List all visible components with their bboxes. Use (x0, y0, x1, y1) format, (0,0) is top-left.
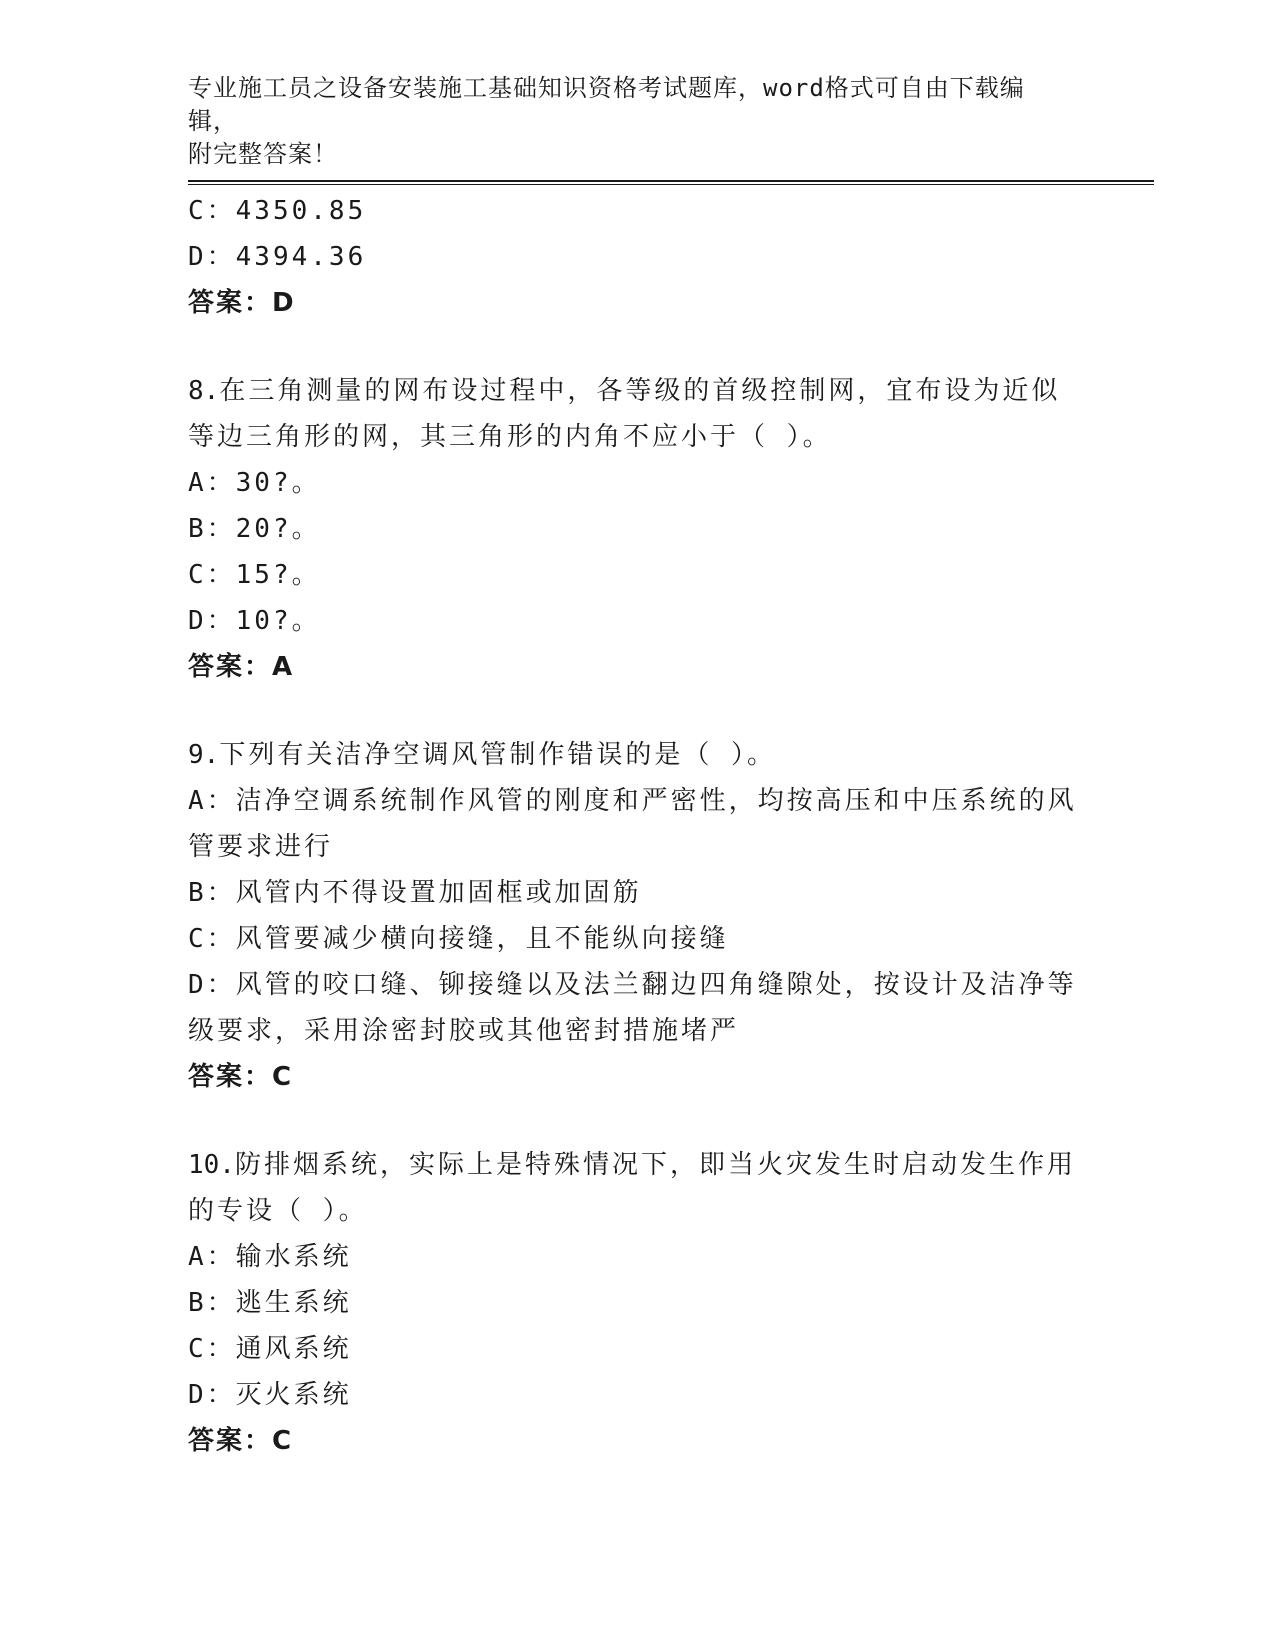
question-stem: 防排烟系统，实际上是特殊情况下，即当火灾发生时启动发生作用 (234, 1150, 1076, 1180)
question-stem-line-1 (188, 732, 1088, 778)
option-b: B：20?。 (188, 514, 321, 544)
document-header (188, 72, 1068, 171)
question-number: 8. (188, 376, 220, 406)
question-8 (188, 368, 1088, 690)
option-d: D：风管的咬口缝、铆接缝以及法兰翻边四角缝隙处，按设计及洁净等 (188, 970, 1077, 1000)
question-9 (188, 732, 1088, 1100)
question-number: 10. (188, 1150, 235, 1180)
question-number: 9. (188, 740, 220, 770)
question-stem-line-2: 的专设（ ）。 (188, 1196, 368, 1226)
question-content (188, 188, 1088, 1464)
question-stem-line-2: 等边三角形的网，其三角形的内角不应小于（ ）。 (188, 422, 832, 452)
option-a: A：30?。 (188, 468, 321, 498)
header-divider-thin (188, 184, 1154, 185)
question-stem: 下列有关洁净空调风管制作错误的是（ ）。 (219, 740, 776, 770)
question-fragment (188, 188, 1088, 326)
option-c: C：通风系统 (188, 1334, 352, 1364)
option-d: D：4394.36 (188, 242, 367, 272)
question-10 (188, 1142, 1088, 1464)
option-a: A：输水系统 (188, 1242, 352, 1272)
option-d: D：10?。 (188, 606, 321, 636)
question-stem: 在三角测量的网布设过程中，各等级的首级控制网，宜布设为近似 (219, 376, 1061, 406)
option-d-continued: 级要求，采用涂密封胶或其他密封措施堵严 (188, 1016, 740, 1046)
option-b: B：逃生系统 (188, 1288, 352, 1318)
header-line-2: 附完整答案！ (188, 140, 338, 168)
header-divider (188, 180, 1154, 182)
answer-line: 答案：A (188, 652, 295, 682)
answer-line: 答案：D (188, 288, 296, 318)
question-stem-line-1 (188, 368, 1088, 414)
answer-line: 答案：C (188, 1062, 294, 1092)
option-d: D：灭火系统 (188, 1380, 352, 1410)
option-c: C：15?。 (188, 560, 321, 590)
answer-line: 答案：C (188, 1426, 294, 1456)
option-b: B：风管内不得设置加固框或加固筋 (188, 878, 642, 908)
question-stem-line-1 (188, 1142, 1088, 1188)
option-a-continued: 管要求进行 (188, 832, 334, 862)
option-c: C：4350.85 (188, 196, 367, 226)
option-c: C：风管要减少横向接缝，且不能纵向接缝 (188, 924, 729, 954)
option-a: A：洁净空调系统制作风管的刚度和严密性，均按高压和中压系统的风 (188, 786, 1077, 816)
header-line-1: 专业施工员之设备安装施工基础知识资格考试题库，word格式可自由下载编辑， (188, 74, 1025, 135)
